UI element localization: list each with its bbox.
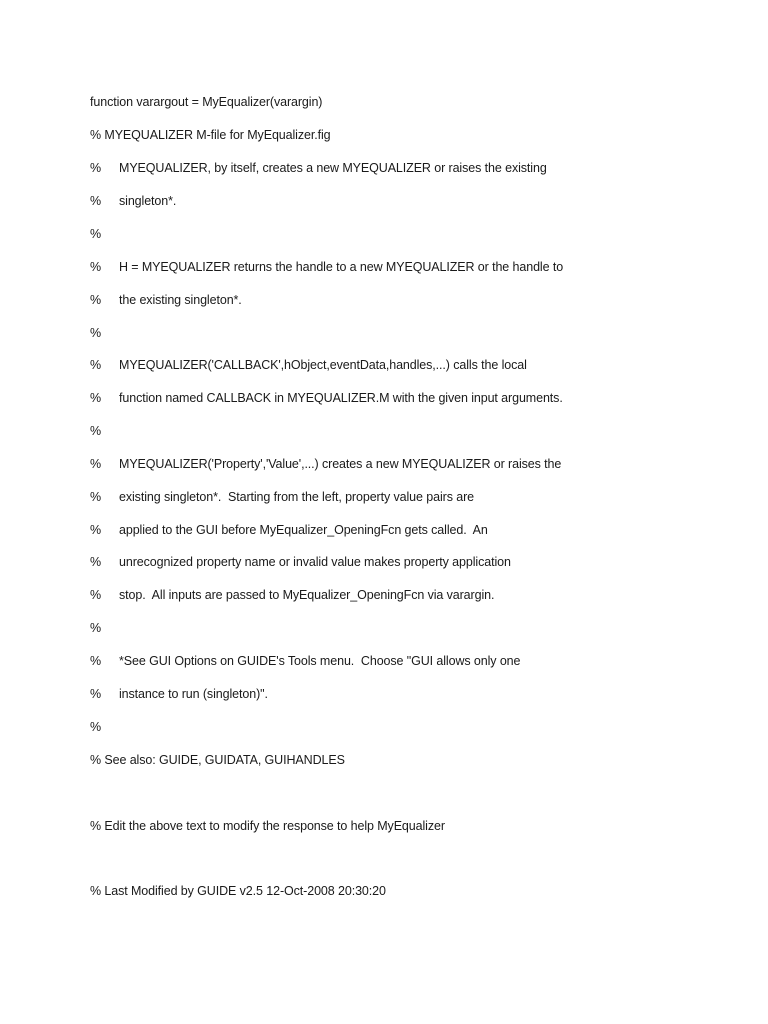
comment-marker: % [90,555,102,569]
help-line [90,652,520,670]
help-line [90,521,488,539]
help-line [90,159,547,177]
help-line-text: MYEQUALIZER, by itself, creates a new MYEQUALIZER or raises the existing [119,161,547,175]
help-line [90,586,494,604]
comment-marker: % [90,161,102,175]
comment-marker: % [90,490,102,504]
comment-marker: % [90,194,102,208]
help-line [90,192,176,210]
help-line-text: unrecognized property name or invalid value makes property application [119,555,511,569]
help-line-blank [90,619,119,637]
comment-marker: % [90,358,102,372]
comment-marker: % [90,391,102,405]
help-line-text: function named CALLBACK in MYEQUALIZER.M with the given input arguments. [119,391,563,405]
comment-marker: % [90,588,102,602]
comment-marker: % [90,326,102,340]
help-line [90,553,511,571]
help-line [90,291,242,309]
help-line [90,389,563,407]
help-line-blank [90,422,119,440]
edit-note-comment: % Edit the above text to modify the response to help MyEqualizer [90,819,445,833]
comment-marker: % [90,720,102,734]
comment-marker: % [90,621,102,635]
see-also-comment: % See also: GUIDE, GUIDATA, GUIHANDLES [90,753,345,767]
comment-marker: % [90,260,102,274]
help-line [90,258,563,276]
help-line [90,488,474,506]
help-line [90,685,268,703]
help-line-text: existing singleton*. Starting from the left, property value pairs are [119,490,474,504]
help-line-blank [90,718,119,736]
help-line-text: MYEQUALIZER('Property','Value',...) creates a new MYEQUALIZER or raises the [119,457,562,471]
help-line-text: MYEQUALIZER('CALLBACK',hObject,eventData,handles,...) calls the local [119,358,527,372]
help-line-text: the existing singleton*. [119,293,242,307]
help-line-text: applied to the GUI before MyEqualizer_OpeningFcn gets called. An [119,523,488,537]
comment-marker: % [90,293,102,307]
help-line-text: singleton*. [119,194,177,208]
help-line-text: instance to run (singleton)". [119,687,268,701]
help-line-text: H = MYEQUALIZER returns the handle to a new MYEQUALIZER or the handle to [119,260,564,274]
comment-marker: % [90,654,102,668]
help-line [90,455,561,473]
header-comment: % MYEQUALIZER M-file for MyEqualizer.fig [90,128,331,142]
comment-marker: % [90,227,102,241]
help-line-text: *See GUI Options on GUIDE's Tools menu. Choose "GUI allows only one [119,654,521,668]
help-line-text: stop. All inputs are passed to MyEqualizer_OpeningFcn via varargin. [119,588,495,602]
comment-marker: % [90,523,102,537]
function-declaration: function varargout = MyEqualizer(varargin) [90,95,323,109]
comment-marker: % [90,424,102,438]
help-line [90,356,527,374]
comment-marker: % [90,687,102,701]
comment-marker: % [90,457,102,471]
help-line-blank [90,225,119,243]
help-line-blank [90,324,119,342]
last-modified-comment: % Last Modified by GUIDE v2.5 12-Oct-2008 20:30:20 [90,884,386,898]
